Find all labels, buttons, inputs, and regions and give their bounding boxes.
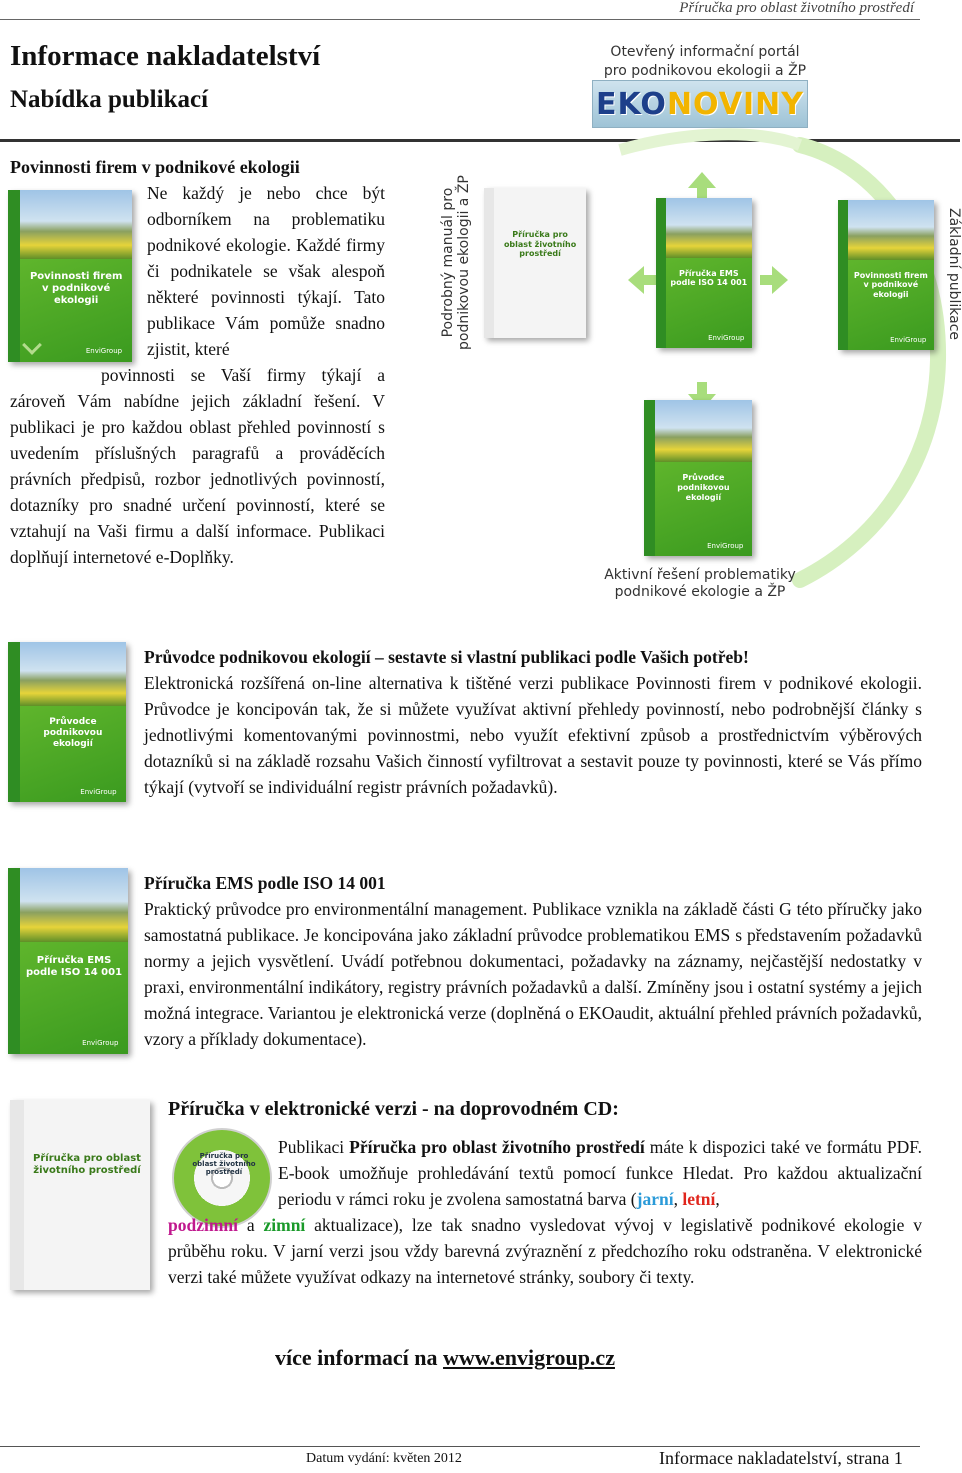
footer-date: Datum vydání: květen 2012	[306, 1451, 462, 1466]
pruvodce-title: Průvodce podnikovou ekologií – sestavte si vlastní publikaci podle Vašich potřeb!	[144, 647, 749, 667]
portal-caption-line2: pro podnikovou ekologii a ŽP	[603, 63, 807, 79]
cover-title: Průvodce podnikovou ekologií	[677, 473, 730, 502]
cover-title: Příručka EMS podle ISO 14 001	[25, 955, 123, 979]
ems-title: Příručka EMS podle ISO 14 001	[144, 873, 386, 893]
portal-caption	[600, 43, 810, 81]
cover-title: Příručka EMS podle ISO 14 001	[670, 268, 748, 288]
intro-text-b: povinnosti se Vaší firmy týkají a	[101, 365, 385, 385]
season-zimni: zimní	[263, 1215, 306, 1235]
pruvodce-section	[144, 644, 922, 800]
cd-text-continued	[168, 1212, 922, 1290]
book-cover-prirucka-large	[10, 1100, 150, 1290]
running-head: Příručka pro oblast životního prostředí	[679, 0, 914, 16]
intro-title: Povinnosti firem v podnikové ekologii	[10, 157, 300, 177]
sep-1: ,	[673, 1189, 683, 1209]
cover-brand: EnviGroup	[707, 541, 744, 550]
label-active	[595, 567, 805, 601]
cd-text-start: Publikaci	[278, 1137, 350, 1157]
cd-text-mid: máte k dispozici také ve formátu PDF. E-book umožňuje prohledávání textů pomocí funkce Hledat. Pro každou aktualizační periodu v rámci roku je zvolena samostatná barva (	[278, 1137, 923, 1209]
label-manual-line1: Podrobný manuál pro	[440, 187, 456, 338]
ems-text: Praktický průvodce pro environmentální management. Publikace vznikla na základě části G této příručky jako samostatná publikace. Je koncipována jako základní průvodce problematikou EMS s představením požadavků normy a jejich vysvětlení. Uvádí potřebnou dokumentaci, požadavky na záznamy, nejčastější nedostatky v praxi, environmentální indikátory, registry právních požadavků a další. Zmíněny jsou i ostatní systémy a jejich možná integrace. Variantou je elektronická verze (doplněná o EKOaudit, aktuální přehled právních požadavků, vzory a příklady dokumentace).	[144, 899, 922, 1049]
cover-brand: EnviGroup	[80, 787, 117, 796]
label-active-line1: Aktivní řešení problematiky	[604, 567, 796, 583]
intro-text-a: Ne každý je nebo chce být odborníkem na problematiku podnikové ekologie. Každé firmy či podnikatele se však alespoň některé povinnosti týkají. Tato publikace Vám pomůže snadno zjistit, které	[147, 183, 385, 359]
season-jarni: jarní	[636, 1189, 674, 1209]
footer-divider	[0, 1446, 920, 1447]
page-title: Informace nakladatelství	[10, 40, 321, 72]
cd-text-bold: Příručka pro oblast životního prostředí	[349, 1137, 645, 1157]
cover-title: Příručka pro oblast životního prostředí	[503, 230, 577, 259]
book-cover-povinnosti	[8, 190, 132, 362]
cover-title: Průvodce podnikovou ekologií	[43, 717, 103, 749]
arrow-right-icon	[760, 266, 788, 294]
intro-text-c: zároveň Vám nabídne jejich základní řešení. V publikaci je pro každou oblast přehled povinností s uvedením příslušných paragrafů a prováděcích právních předpisů, rozbor jednotlivých povinností, dotazníky pro snadné určení povinností, které se vztahují na Vaši firmu a další informace. Publikaci doplňují internetové e-Doplňky.	[10, 391, 385, 567]
cd-title: Příručka v elektronické verzi - na doprovodném CD:	[168, 1098, 619, 1120]
season-podzimni: podzimní	[168, 1215, 239, 1235]
book-cover-ems-large	[8, 868, 128, 1054]
footer-page: Informace nakladatelství, strana 1	[659, 1448, 903, 1468]
cycle-arc-top	[620, 134, 800, 150]
sep-2: ,	[715, 1189, 720, 1209]
book-cover-pruvodce-small	[644, 400, 752, 556]
label-basic: Základní publikace	[946, 208, 962, 341]
label-manual-line2: podnikovou ekologii a ŽP	[456, 175, 472, 350]
portal-caption-line1: Otevřený informační portál	[610, 44, 800, 60]
cd-disc-label: Příručka pro oblast životního prostředí	[192, 1152, 256, 1176]
arrow-up-icon	[688, 172, 716, 200]
more-info-prefix: více informací na	[275, 1345, 444, 1370]
cover-title: Příručka pro oblast životního prostředí	[33, 1153, 141, 1177]
label-manual	[440, 175, 472, 350]
and-word: a	[238, 1215, 264, 1235]
cover-brand: EnviGroup	[85, 347, 123, 356]
ems-section	[144, 870, 922, 1052]
more-info	[275, 1345, 615, 1371]
book-cover-povinnosti-small	[838, 200, 934, 350]
envigroup-link[interactable]: www.envigroup.cz	[443, 1345, 615, 1370]
cover-title: Povinnosti firem v podnikové ekologii	[29, 270, 123, 306]
arrow-left-icon	[628, 266, 656, 294]
cover-brand: EnviGroup	[890, 336, 927, 344]
logo-wordmark: EKONOVINY	[596, 86, 804, 122]
cover-title: Povinnosti firem v podnikové ekologii	[853, 270, 928, 299]
book-cover-prirucka	[484, 188, 586, 338]
cd-text	[278, 1134, 922, 1212]
pruvodce-text: Elektronická rozšířená on-line alternativa k tištěné verzi publikace Povinnosti firem v podnikové ekologii. Průvodce je koncipován tak, že si můžete využívat aktivní přehledy povinností, nebo podrobnější články s jednotlivými komentovanými povinnostmi, nebo využít efektivní způsob a prostřednictvím výběrových dotazníků si na základě rozsahu Vašich činností vyfiltrovat a sestavit pouze ty povinnosti, které se Vás přímo týkají (vytvoří se individuální registr právních požadavků).	[144, 673, 922, 797]
page-subtitle: Nabídka publikací	[10, 86, 209, 113]
cover-brand: EnviGroup	[708, 334, 745, 342]
header-divider	[0, 19, 920, 20]
book-cover-pruvodce	[8, 642, 126, 802]
cd-text-end: aktualizace), lze tak snadno vysledovat vývoj v legislativě podnikové ekologie v průběhu roku. V jarní verzi jsou vždy barevná zvýraznění z předchozího roku odstraněna. V elektronické verzi také můžete využívat odkazy na internetové stránky, soubory či texty.	[168, 1215, 922, 1287]
book-cover-ems	[656, 198, 752, 348]
cover-brand: EnviGroup	[82, 1038, 119, 1047]
label-active-line2: podnikové ekologie a ŽP	[614, 584, 786, 600]
ekonoviny-logo[interactable]	[592, 80, 808, 128]
season-letni: letní	[682, 1189, 716, 1209]
